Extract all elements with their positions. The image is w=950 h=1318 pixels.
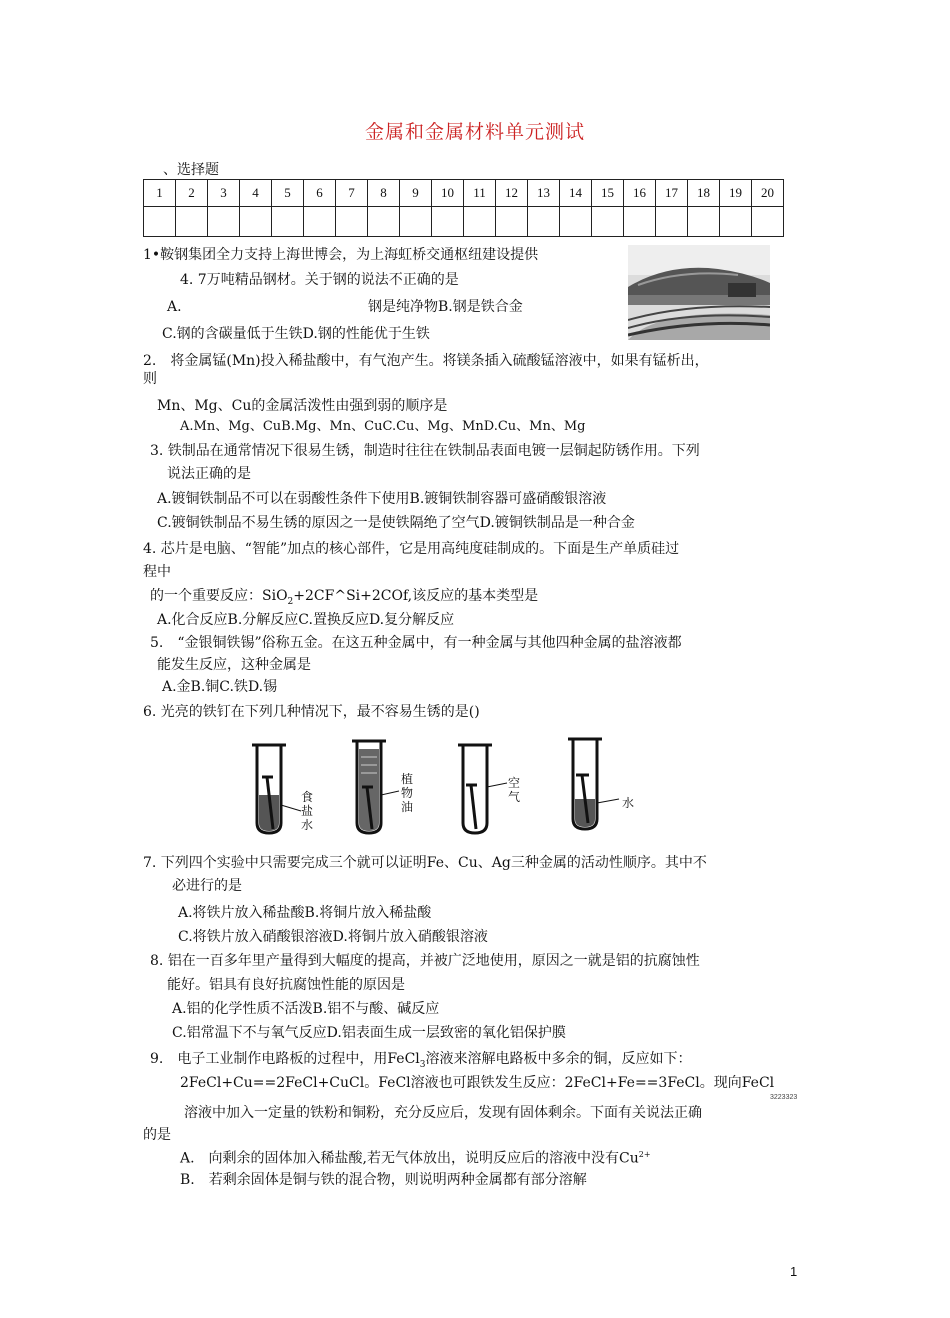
q4-line2: 程中: [143, 564, 171, 580]
answer-number-cell: 8: [368, 180, 400, 207]
q9-line4: 的是: [143, 1127, 171, 1143]
q7-option-c: C.将铁片放入硝酸银溶液D.将铜片放入硝酸银溶液: [178, 929, 488, 945]
tube-vegetable-oil: [352, 741, 399, 833]
q9-line3: 溶液中加入一定量的铁粉和铜粉，充分反应后，发现有固体剩余。下面有关说法正确: [184, 1105, 702, 1121]
q7-option-a: A.将铁片放入稀盐酸B.将铜片放入稀盐酸: [178, 905, 432, 921]
q9-subscript-note: 3223323: [770, 1094, 798, 1101]
answer-number-cell: 1: [144, 180, 176, 207]
answer-number-cell: 14: [560, 180, 592, 207]
q3-line1: 3. 铁制品在通常情况下很易生锈，制造时往往在铁制品表面电镀一层铜起防锈作用。下列: [150, 443, 700, 459]
answer-number-cell: 19: [720, 180, 752, 207]
page-title: 金属和金属材料单元测试: [364, 121, 585, 143]
q9-line1: 9. 电子工业制作电路板的过程中，用FeCl$_3$溶液来溶解电路板中多余的铜，反应如下：: [150, 1051, 692, 1070]
q2-line3: Mn、Mg、Cu的金属活泼性由强到弱的顺序是: [157, 398, 448, 414]
tube-label-salt-water: 食盐水: [301, 790, 314, 832]
tube-salt-water: [252, 745, 301, 833]
answer-number-cell: 5: [272, 180, 304, 207]
answer-blank-row: [144, 207, 784, 237]
answer-blank-cell[interactable]: [144, 207, 176, 237]
answer-number-cell: 20: [752, 180, 784, 207]
answer-number-cell: 11: [464, 180, 496, 207]
answer-number-cell: 18: [688, 180, 720, 207]
q1-option-a-letter: A.: [167, 299, 182, 315]
q8-option-c: C.铝常温下不与氧气反应D.铝表面生成一层致密的氧化铝保护膜: [172, 1025, 566, 1041]
q8-line2: 能好。铝具有良好抗腐蚀性能的原因是: [167, 977, 405, 993]
q8-line1: 8. 铝在一百多年里产量得到大幅度的提高，并被广泛地使用，原因之一就是铝的抗腐蚀性: [150, 953, 700, 969]
q8-option-a: A.铝的化学性质不活泼B.铝不与酸、碱反应: [172, 1001, 440, 1017]
answer-blank-cell[interactable]: [496, 207, 528, 237]
q6-line1: 6. 光亮的铁钉在下列几种情况下，最不容易生锈的是(): [143, 704, 480, 720]
answer-number-cell: 4: [240, 180, 272, 207]
q1-option-a: 钢是纯净物B.钢是铁合金: [368, 299, 523, 315]
answer-blank-cell[interactable]: [624, 207, 656, 237]
answer-number-cell: 7: [336, 180, 368, 207]
page-number: 1: [790, 1264, 798, 1279]
q3-line2: 说法正确的是: [167, 466, 251, 482]
answer-table: [143, 179, 784, 237]
q4-options: A.化合反应B.分解反应C.置换反应D.复分解反应: [157, 612, 455, 628]
q1-option-c: C.钢的含碳量低于生铁D.钢的性能优于生铁: [162, 326, 430, 342]
tube-water: [568, 739, 619, 829]
q7-line2: 必进行的是: [172, 878, 242, 894]
answer-number-row: [144, 180, 784, 207]
answer-blank-cell[interactable]: [272, 207, 304, 237]
answer-number-cell: 6: [304, 180, 336, 207]
q4-line1: 4. 芯片是电脑、“智能”加点的核心部件，它是用高纯度硅制成的。下面是生产单质硅过: [143, 541, 680, 557]
tube-label-vegetable-oil: 植物油: [401, 772, 414, 814]
q3-option-a: A.镀铜铁制品不可以在弱酸性条件下使用B.镀铜铁制容器可盛硝酸银溶液: [157, 491, 607, 507]
q2-options: A.Mn、Mg、CuB.Mg、Mn、CuC.Cu、Mg、MnD.Cu、Mn、Mg: [180, 419, 586, 434]
q2-line1: 2. 将金属锰(Mn)投入稀盐酸中，有气泡产生。将镁条插入硫酸锰溶液中，如果有锰析出，: [143, 353, 709, 369]
section-heading: 、选择题: [163, 162, 219, 178]
answer-blank-cell[interactable]: [208, 207, 240, 237]
answer-number-cell: 3: [208, 180, 240, 207]
q5-line2: 能发生反应，这种金属是: [157, 657, 311, 673]
q9-option-b: B. 若剩余固体是铜与铁的混合物，则说明两种金属都有部分溶解: [180, 1172, 587, 1188]
answer-number-cell: 13: [528, 180, 560, 207]
answer-number-cell: 2: [176, 180, 208, 207]
answer-blank-cell[interactable]: [432, 207, 464, 237]
answer-blank-cell[interactable]: [240, 207, 272, 237]
q2-line2: 则: [143, 371, 157, 387]
answer-number-cell: 15: [592, 180, 624, 207]
answer-blank-cell[interactable]: [176, 207, 208, 237]
q3-option-c: C.镀铜铁制品不易生锈的原因之一是使铁隔绝了空气D.镀铜铁制品是一种合金: [157, 515, 635, 531]
answer-blank-cell[interactable]: [656, 207, 688, 237]
q1-line1: 1•鞍钢集团全力支持上海世博会，为上海虹桥交通枢纽建设提供: [143, 247, 539, 263]
q9-line2: 2FeCl+Cu==2FeCl+CuCl。FeCl溶液也可跟铁发生反应：2FeCl+Fe==3FeCl。现向FeCl: [180, 1075, 775, 1091]
answer-blank-cell[interactable]: [688, 207, 720, 237]
q5-line1: 5. “金银铜铁锡”俗称五金。在这五种金属中，有一种金属与其他四种金属的盐溶液都: [150, 635, 682, 651]
answer-number-cell: 16: [624, 180, 656, 207]
answer-blank-cell[interactable]: [720, 207, 752, 237]
answer-blank-cell[interactable]: [336, 207, 368, 237]
answer-number-cell: 9: [400, 180, 432, 207]
answer-number-cell: 10: [432, 180, 464, 207]
q5-options: A.金B.铜C.铁D.锡: [162, 679, 278, 695]
answer-number-cell: 12: [496, 180, 528, 207]
q4-line3: 的一个重要反应：SiO$_2$+2CF^Si+2COf,该反应的基本类型是: [150, 588, 539, 607]
answer-blank-cell[interactable]: [752, 207, 784, 237]
answer-blank-cell[interactable]: [528, 207, 560, 237]
q1-line2: 4. 7万吨精品钢材。关于钢的说法不正确的是: [180, 272, 459, 288]
answer-blank-cell[interactable]: [368, 207, 400, 237]
q9-option-a: A. 向剩余的固体加入稀盐酸,若无气体放出，说明反应后的溶液中没有$Cu^{2+}$: [180, 1150, 651, 1167]
answer-blank-cell[interactable]: [304, 207, 336, 237]
answer-blank-cell[interactable]: [592, 207, 624, 237]
answer-number-cell: 17: [656, 180, 688, 207]
tube-air: [458, 745, 507, 833]
answer-blank-cell[interactable]: [560, 207, 592, 237]
answer-blank-cell[interactable]: [400, 207, 432, 237]
tube-label-water: 水: [622, 796, 635, 810]
q7-line1: 7. 下列四个实验中只需要完成三个就可以证明Fe、Cu、Ag三种金属的活动性顺序。其中不: [143, 855, 707, 871]
answer-blank-cell[interactable]: [464, 207, 496, 237]
airport-photo: [628, 245, 770, 340]
tube-label-air: 空气: [508, 776, 521, 804]
